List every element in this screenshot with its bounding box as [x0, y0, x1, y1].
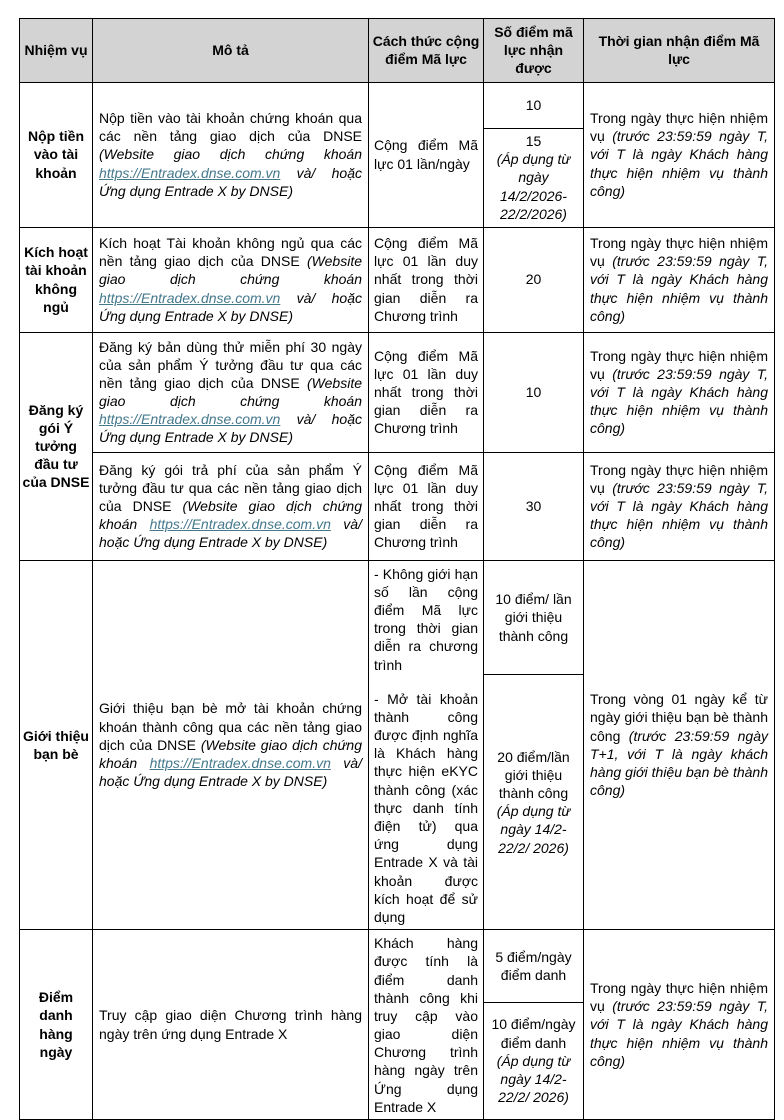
time-deposit	[584, 82, 775, 227]
time-note: (trước 23:59:59 ngày T, với T là ngày Khách hàng thực hiện nhiệm vụ thành công)	[590, 365, 768, 437]
points-value: 20 điểm/lần giới thiệu thành công	[497, 748, 570, 802]
method-idea-paid: Cộng điểm Mã lực 01 lần duy nhất trong thời gian diễn ra Chương trình	[369, 452, 484, 560]
points-note: (Áp dụng từ ngày 14/2-22/2/ 2026)	[496, 1052, 571, 1106]
entradex-link[interactable]: https://Entradex.dnse.com.vn	[99, 164, 281, 181]
entradex-link[interactable]: https://Entradex.dnse.com.vn	[99, 411, 281, 428]
time-text: Trong ngày thực hiện nhiệm vụ	[590, 980, 768, 1015]
points-value: 10 điểm/ngày điểm danh	[491, 1016, 576, 1051]
row-idea-paid	[20, 452, 775, 560]
col-header-task: Nhiệm vụ	[20, 19, 93, 83]
time-note: (trước 23:59:59 ngày T, với T là ngày Khách hàng thực hiện nhiệm vụ thành công)	[590, 998, 768, 1069]
desc-text: Nộp tiền vào tài khoản chứng khoán qua các nền tảng giao dịch của DNSE	[99, 110, 362, 145]
points-value: 15	[525, 133, 542, 150]
desc-text: Truy cập giao diện Chương trình hàng ngày trên ứng dụng Entrade X	[99, 1007, 362, 1042]
desc-paren-close: và/ hoặc Ứng dụng Entrade X by DNSE)	[99, 754, 362, 790]
task-activate: Kích hoạt tài khoản không ngủ	[20, 227, 93, 332]
task-idea-package: Đăng ký gói Ý tưởng đầu tư của DNSE	[20, 332, 93, 560]
desc-paren-open: (Website giao dịch chứng khoán	[99, 146, 362, 163]
row-idea-trial	[20, 332, 775, 452]
points-attendance-promo	[484, 1002, 584, 1119]
time-idea-paid	[584, 452, 775, 560]
col-header-time: Thời gian nhận điểm Mã lực	[584, 19, 775, 83]
time-note: (trước 23:59:59 ngày T+1, với T là ngày khách hàng giới thiệu bạn bè thành công)	[590, 727, 769, 799]
points-activate: 20	[484, 227, 584, 332]
desc-activate	[93, 227, 369, 332]
row-attendance	[20, 930, 775, 1003]
desc-paren-close: và/ hoặc Ứng dụng Entrade X by DNSE)	[99, 411, 362, 446]
entradex-link[interactable]: https://Entradex.dnse.com.vn	[149, 516, 331, 533]
col-header-points: Số điểm mã lực nhận được	[484, 19, 584, 83]
time-text: Trong ngày thực hiện nhiệm vụ	[590, 235, 768, 270]
method-attendance: Khách hàng được tính là điểm danh thành công khi truy cập vào giao diện Chương trình hàng ngày trên Ứng dụng Entrade X	[369, 930, 484, 1120]
method-idea-trial: Cộng điểm Mã lực 01 lần duy nhất trong thời gian diễn ra Chương trình	[369, 332, 484, 452]
points-deposit-promo	[484, 128, 584, 227]
time-referral	[584, 560, 775, 930]
desc-paren-open: (Website giao dịch chứng khoán	[99, 736, 362, 771]
method-deposit: Cộng điểm Mã lực 01 lần/ngày	[369, 82, 484, 227]
points-deposit-base: 10	[484, 82, 584, 128]
desc-paren-open: (Website giao dịch chứng khoán	[99, 497, 362, 533]
points-idea-paid: 30	[484, 452, 584, 560]
points-idea-trial: 10	[484, 332, 584, 452]
method-activate: Cộng điểm Mã lực 01 lần duy nhất trong thời gian diễn ra Chương trình	[369, 227, 484, 332]
desc-paren-close: và/ hoặc Ứng dụng Entrade X by DNSE)	[99, 164, 362, 199]
desc-referral	[93, 560, 369, 930]
points-note: (Áp dụng từ ngày 14/2/2026-22/2/2026)	[496, 151, 571, 222]
time-activate	[584, 227, 775, 332]
time-note: (trước 23:59:59 ngày T, với T là ngày Khách hàng thực hiện nhiệm vụ thành công)	[590, 253, 768, 324]
desc-text: Giới thiệu bạn bè mở tài khoản chứng khoán thành công qua các nền tảng giao dịch của DNSE	[99, 700, 362, 753]
method-rule-definition: - Mở tài khoản thành công được định nghĩa là Khách hàng thực hiện eKYC thành công (xác thực danh tính điện tử) qua ứng dụng Entrade X và tài khoản được kích hoạt để sử dụng	[374, 690, 478, 925]
time-text: Trong ngày thực hiện nhiệm vụ	[590, 110, 768, 145]
points-referral-promo	[484, 675, 584, 930]
task-referral: Giới thiệu bạn bè	[20, 560, 93, 930]
points-note: (Áp dụng từ ngày 14/2-22/2/ 2026)	[496, 803, 571, 856]
desc-paren-open: (Website giao dịch chứng khoán	[99, 253, 362, 288]
desc-idea-trial	[93, 332, 369, 452]
desc-attendance	[93, 930, 369, 1120]
time-note: (trước 23:59:59 ngày T, với T là ngày Khách hàng thực hiện nhiệm vụ thành công)	[590, 128, 768, 199]
col-header-description: Mô tả	[93, 19, 369, 83]
desc-text: Đăng ký gói trả phí của sản phẩm Ý tưởng đầu tư qua các nền tảng giao dịch của DNSE	[99, 461, 362, 514]
time-text: Trong vòng 01 ngày kể từ ngày giới thiệu bạn bè thành công	[590, 691, 768, 744]
time-attendance	[584, 930, 775, 1120]
desc-paren-open: (Website giao dịch chứng khoán	[99, 374, 362, 410]
task-deposit: Nộp tiền vào tài khoản	[20, 82, 93, 227]
row-deposit	[20, 82, 775, 128]
time-note: (trước 23:59:59 ngày T, với T là ngày Khách hàng thực hiện nhiệm vụ thành công)	[590, 479, 768, 551]
row-activate	[20, 227, 775, 332]
program-tasks-table	[19, 18, 775, 1120]
points-referral-base: 10 điểm/ lần giới thiệu thành công	[484, 560, 584, 675]
table-header-row	[20, 19, 775, 83]
entradex-link[interactable]: https://Entradex.dnse.com.vn	[149, 754, 331, 771]
desc-paren-close: và/ hoặc Ứng dụng Entrade X by DNSE)	[99, 516, 362, 551]
method-referral	[369, 560, 484, 930]
time-idea-trial	[584, 332, 775, 452]
time-text: Trong ngày thực hiện nhiệm vụ	[590, 347, 768, 382]
desc-text: Kích hoạt Tài khoản không ngủ qua các nền tảng giao dịch của DNSE	[99, 235, 362, 270]
time-text: Trong ngày thực hiện nhiệm vụ	[590, 461, 768, 496]
points-attendance-base: 5 điểm/ngày điểm danh	[484, 930, 584, 1003]
desc-deposit	[93, 82, 369, 227]
row-referral	[20, 560, 775, 675]
col-header-method: Cách thức cộng điểm Mã lực	[369, 19, 484, 83]
desc-idea-paid	[93, 452, 369, 560]
desc-paren-close: và/ hoặc Ứng dụng Entrade X by DNSE)	[99, 289, 362, 324]
entradex-link[interactable]: https://Entradex.dnse.com.vn	[99, 289, 281, 306]
task-attendance: Điểm danh hàng ngày	[20, 930, 93, 1120]
desc-text: Đăng ký bản dùng thử miễn phí 30 ngày của sản phẩm Ý tưởng đầu tư qua các nền tảng giao dịch của DNSE	[99, 338, 362, 391]
method-rule-unlimited: - Không giới hạn số lần cộng điểm Mã lực trong thời gian diễn ra chương trình	[374, 565, 478, 673]
